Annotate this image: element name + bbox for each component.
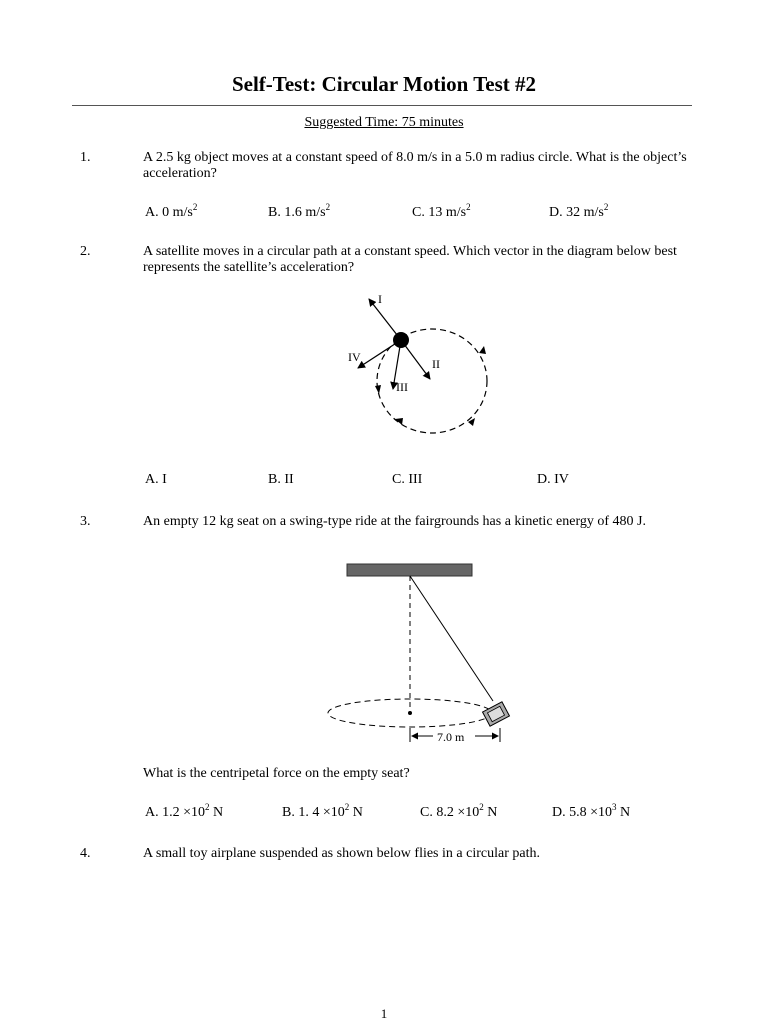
vector-label-i: I — [378, 292, 382, 306]
radius-label: 7.0 m — [437, 730, 465, 744]
page-title: Self-Test: Circular Motion Test #2 — [231, 72, 537, 96]
vector-ii-arrow — [401, 340, 430, 379]
title-divider — [72, 105, 692, 106]
question-number: 1. — [80, 150, 91, 165]
vector-label-iv: IV — [348, 350, 361, 364]
vector-label-iii: III — [396, 380, 408, 394]
option-b: B. 1.6 $m/s^2$ — [268, 202, 331, 220]
orbit-direction-arrow — [375, 385, 381, 394]
orbit-direction-arrow — [479, 346, 486, 354]
option-b: B. 1. $4 \times 10^2$ N — [282, 802, 363, 820]
suggested-time: Suggested Time: 75 minutes — [304, 115, 464, 130]
question-number: 4. — [80, 846, 91, 861]
option-c: C. 13 $m/s^2$ — [412, 202, 471, 220]
vector-i-arrow — [369, 299, 401, 340]
orbit-direction-arrow — [395, 418, 403, 425]
question-number: 2. — [80, 244, 91, 259]
question-text: An empty 12 kg seat on a swing-type ride at the fairgrounds has a kinetic energy of 480 J. — [143, 514, 646, 529]
question-text: A 2.5 kg object moves at a constant speed of 8.0 m/s in a 5.0 m radius circle. What is the object’s acceleration? — [143, 150, 687, 181]
option-d: D. $5.8 \times 10^3$ N — [552, 802, 631, 820]
question-number: 3. — [80, 514, 91, 529]
option-a: A. I — [145, 472, 167, 487]
option-a: A. $1.2 \times 10^2$ N — [145, 802, 224, 820]
question-followup: What is the centripetal force on the empty seat? — [143, 766, 410, 781]
option-b: B. II — [268, 472, 294, 487]
option-c: C. $8.2 \times 10^2$ N — [420, 802, 498, 820]
option-d: D. IV — [537, 472, 569, 487]
support-bar — [347, 564, 472, 576]
question-text: A small toy airplane suspended as shown below flies in a circular path. — [143, 846, 540, 861]
center-point — [408, 711, 412, 715]
vector-label-ii: II — [432, 357, 440, 371]
option-c: C. III — [392, 472, 423, 487]
satellite-vector-diagram — [330, 285, 510, 445]
seat-icon — [483, 702, 510, 726]
question-text: A satellite moves in a circular path at a constant speed. Which vector in the diagram below best represents the satellite’s acceleration? — [143, 244, 677, 275]
page-number: 1 — [380, 1006, 388, 1021]
option-a: A. 0 $m/s^2$ — [145, 202, 198, 220]
swing-ride-diagram — [320, 556, 520, 751]
option-d: D. 32 $m/s^2$ — [549, 202, 609, 220]
swing-cable — [410, 576, 493, 701]
